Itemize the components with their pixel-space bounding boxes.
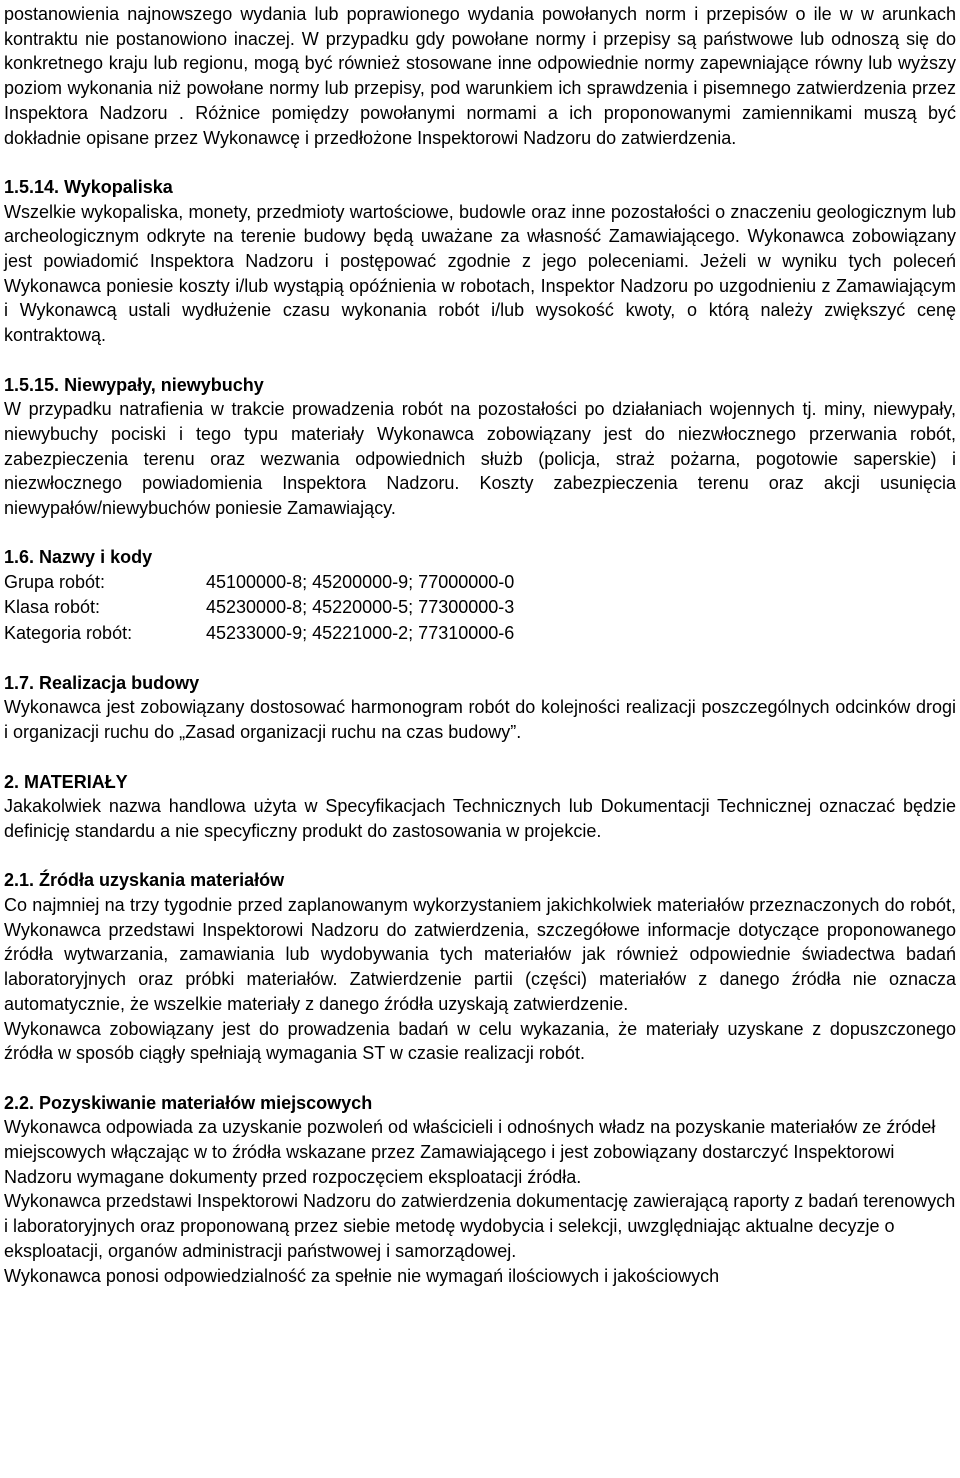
section-heading-1-5-15	[4, 373, 956, 398]
table-row	[4, 595, 514, 620]
section-number: 2.	[4, 771, 20, 792]
section-title: Nazwy i kody	[39, 547, 153, 568]
section-title: Pozyskiwanie materiałów miejscowych	[39, 1092, 373, 1113]
section-heading-1-5-14	[4, 175, 956, 200]
section-title: Wykopaliska	[64, 176, 173, 197]
section-title: Realizacja budowy	[39, 672, 200, 693]
section-paragraph: Wykonawca odpowiada za uzyskanie pozwoleń od właścicieli i odnośnych władz na pozyskanie materiałów ze źródeł miejscowych włączając w to źródła wskazane przez Zamawiającego i jest zobowiązany dostarczyć Inspektorowi Nadzoru wymagane dokumenty przed rozpoczęciem eksploatacji źródła.	[4, 1117, 936, 1187]
section-title: MATERIAŁY	[24, 771, 128, 792]
section-paragraph: Jakakolwiek nazwa handlowa użyta w Specyfikacjach Technicznych lub Dokumentacji Technicznej oznaczać będzie definicję standardu a nie specyficzny produkt do zastosowania w projekcie.	[4, 796, 956, 841]
section-title: Niewypały, niewybuchy	[64, 374, 264, 395]
code-value: 45100000-8; 45200000-9; 77000000-0	[206, 572, 515, 593]
spacer	[4, 844, 956, 869]
codes-table	[4, 570, 514, 646]
spacer	[4, 348, 956, 373]
code-label: Grupa robót:	[4, 572, 106, 593]
section-number: 1.7.	[4, 672, 35, 693]
section-number: 1.5.14.	[4, 176, 60, 197]
section-number: 2.2.	[4, 1092, 35, 1113]
spacer	[4, 1066, 956, 1091]
section-paragraph: Wykonawca jest zobowiązany dostosować harmonogram robót do kolejności realizacji poszczególnych odcinków drogi i organizacji ruchu do „Zasad organizacji ruchu na czas budowy”.	[4, 697, 956, 743]
section-paragraph: Wykonawca ponosi odpowiedzialność za spełnie nie wymagań ilościowych i jakościowych	[4, 1265, 720, 1286]
table-row	[4, 621, 514, 646]
section-heading-1-6	[4, 545, 956, 570]
spacer	[4, 646, 956, 671]
section-title: Źródła uzyskania materiałów	[39, 870, 285, 891]
section-number: 2.1.	[4, 870, 35, 891]
spacer	[4, 521, 956, 546]
code-label: Kategoria robót:	[4, 622, 133, 643]
section-number: 1.5.15.	[4, 374, 60, 395]
section-heading-1-7	[4, 671, 956, 696]
section-paragraph: Co najmniej na trzy tygodnie przed zaplanowanym wykorzystaniem jakichkolwiek materiałów przeznaczonych do robót, Wykonawca przedstawi Inspektorowi Nadzoru do zatwierdzenia, szczegółowe informacje dotyczące proponowanego źródła wytwarzania, zamawiania lub wydobywania tych materiałów jak również odpowiednie świadectwa badań laboratoryjnych oraz próbki materiałów. Zatwierdzenie partii (części) materiałów z danego źródła nie oznacza automatycznie, że wszelkie materiały z danego źródła uzyskają zatwierdzenie.	[4, 895, 956, 1014]
section-paragraph: Wszelkie wykopaliska, monety, przedmioty wartościowe, budowle oraz inne pozostałości o znaczeniu geologicznym lub archeologicznym odkryte na terenie budowy będą uważane za własność Zamawiającego. Wykonawca zobowiązany jest powiadomić Inspektora Nadzoru i postępować zgodnie z jego poleceniami. Jeżeli w wyniku tych poleceń Wykonawca poniesie koszty i/lub wystąpią opóźnienia w robotach, Inspektor Nadzoru po uzgodnieniu z Zamawiającym i Wykonawcą ustali wydłużenie czasu wykonania robót i/lub wysokość kwoty, o którą należy zwiększyć cenę kontraktową.	[4, 201, 956, 346]
intro-paragraph: postanowienia najnowszego wydania lub poprawionego wydania powołanych norm i przepisów o ile w w arunkach kontraktu nie postanowiono inaczej. W przypadku gdy powołane normy i przepisy są państwowe lub odnoszą się do konkretnego kraju lub regionu, mogą być również stosowane inne odpowiednie normy zapewniające równy lub wyższy poziom wykonania niż powołane normy lub przepisy, pod warunkiem ich sprawdzenia i pisemnego zatwierdzenia przez Inspektora Nadzoru . Różnice pomiędzy powołanymi normami a ich proponowanymi zamiennikami muszą być dokładnie opisane przez Wykonawcę i przedłożone Inspektorowi Nadzoru do zatwierdzenia.	[4, 4, 956, 148]
code-value: 45233000-9; 45221000-2; 77310000-6	[206, 622, 515, 643]
section-paragraph: Wykonawca zobowiązany jest do prowadzenia badań w celu wykazania, że materiały uzyskane z dopuszczonego źródła w sposób ciągły spełniają wymagania ST w czasie realizacji robót.	[4, 1018, 956, 1064]
section-heading-2	[4, 770, 956, 795]
table-row	[4, 570, 514, 595]
section-heading-2-2	[4, 1091, 956, 1116]
spacer	[4, 745, 956, 770]
section-paragraph: Wykonawca przedstawi Inspektorowi Nadzoru do zatwierdzenia dokumentację zawierającą raporty z badań terenowych i laboratoryjnych oraz proponowaną przez siebie metodę wydobycia i selekcji, uwzględniając aktualne decyzje o eksploatacji, organów administracji państwowej i samorządowej.	[4, 1191, 956, 1261]
spacer	[4, 150, 956, 175]
section-paragraph: W przypadku natrafienia w trakcie prowadzenia robót na pozostałości po działaniach wojennych tj. miny, niewypały, niewybuchy pociski i tego typu materiały Wykonawca zobowiązany jest do niezwłocznego przerwania robót, zabezpieczenia terenu oraz wezwania odpowiednich służb (policja, straż pożarna, pogotowie saperskie) i niezwłocznego powiadomienia Inspektora Nadzoru. Koszty zabezpieczenia terenu oraz akcji usunięcia niewypałów/niewybuchów poniesie Zamawiający.	[4, 399, 956, 519]
section-heading-2-1	[4, 868, 956, 893]
code-value: 45230000-8; 45220000-5; 77300000-3	[206, 597, 515, 618]
section-number: 1.6.	[4, 547, 35, 568]
code-label: Klasa robót:	[4, 597, 101, 618]
